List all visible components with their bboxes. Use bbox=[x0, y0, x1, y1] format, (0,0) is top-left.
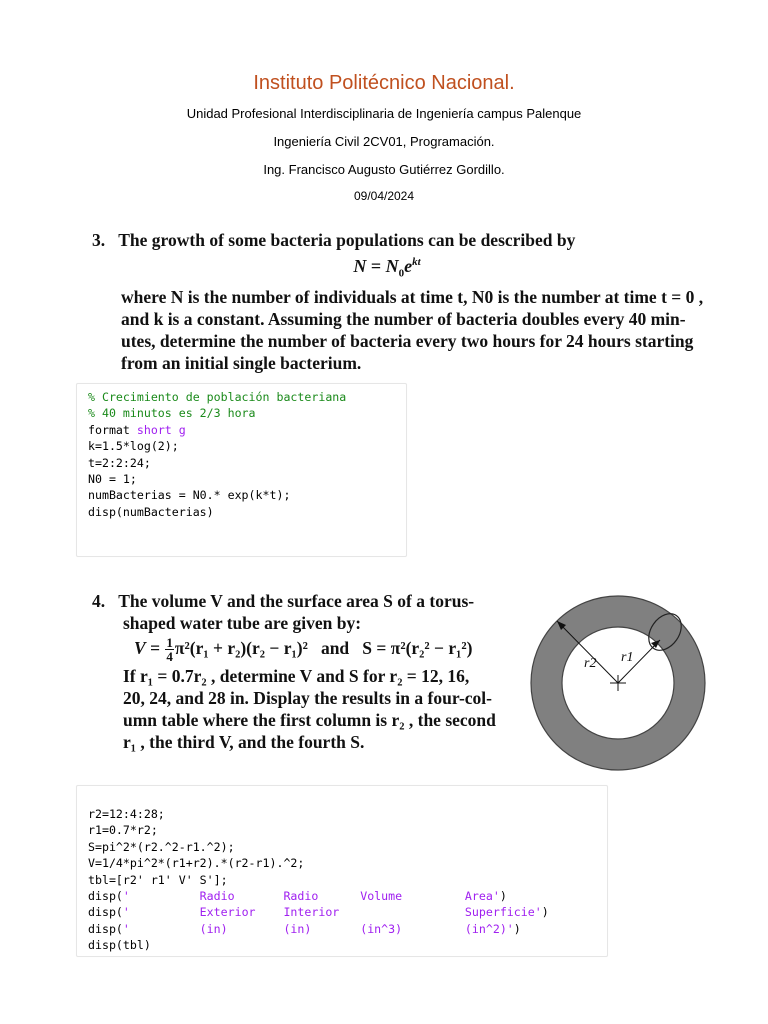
code-string: ' Exterior Interior Superficie' bbox=[122, 905, 542, 920]
problem-4-line-1: The volume V and the surface area S of a torus- bbox=[118, 591, 475, 611]
torus-figure bbox=[528, 593, 708, 773]
code-line: S=pi^2*(r2.^2-r1.^2); bbox=[88, 839, 235, 854]
code-line: V=1/4*pi^2*(r1+r2).*(r2-r1).^2; bbox=[88, 856, 305, 871]
teacher-name: Ing. Francisco Augusto Gutiérrez Gordillo. bbox=[263, 162, 505, 177]
code-line: N0 = 1; bbox=[88, 471, 137, 486]
problem-4-line-4: If r₁ = 0.7r₂ , determine V and S for r₂ = 12, 16, bbox=[123, 666, 470, 686]
code-comment: % 40 minutos es 2/3 hora bbox=[88, 406, 256, 421]
code-line: disp(numBacterias) bbox=[88, 504, 214, 519]
growth-equation: $N = N_0e^{kt}$ bbox=[353, 256, 421, 280]
code-line: tbl=[r2' r1' V' S']; bbox=[88, 872, 228, 887]
problem-4-line-5: 20, 24, and 28 in. Display the results in a four-col- bbox=[123, 688, 492, 708]
problem-4-line-2: shaped water tube are given by: bbox=[123, 613, 362, 633]
code-text: disp( bbox=[88, 905, 123, 920]
code-text: disp( bbox=[88, 921, 123, 936]
problem-3-line-1: The growth of some bacteria populations can be described by bbox=[118, 230, 576, 250]
code-line: k=1.5*log(2); bbox=[88, 439, 179, 454]
fraction-numerator: 1 bbox=[166, 635, 173, 650]
code-text: ) bbox=[499, 888, 507, 903]
code-text: ) bbox=[541, 905, 549, 920]
code-string: ' (in) (in) (in^3) (in^2)' bbox=[122, 921, 514, 936]
code-line: r1=0.7*r2; bbox=[88, 823, 158, 838]
course-name: Ingeniería Civil 2CV01, Programación. bbox=[273, 134, 495, 149]
code-line: t=2:2:24; bbox=[88, 455, 151, 470]
code-block-bacteria bbox=[76, 383, 407, 557]
code-comment: % Crecimiento de población bacteriana bbox=[88, 390, 347, 404]
problem-3-line-3: and k is a constant. Assuming the number of bacteria doubles every 40 min- bbox=[121, 308, 686, 329]
institution-unit: Unidad Profesional Interdisciplinaria de Ingeniería campus Palenque bbox=[186, 106, 582, 121]
document-date: 09/04/2024 bbox=[353, 189, 415, 203]
fraction bbox=[165, 636, 174, 663]
code-line: r2=12:4:28; bbox=[88, 807, 165, 821]
torus-equations: V = $\frac{1}{4}$ π²(r₁ + r₂)(r₂ − r₁)² and S = π²(r₂² − r₁²) bbox=[134, 635, 473, 664]
problem-4-line-6: umn table where the first column is r₂ , the second bbox=[123, 710, 496, 730]
code-text: format bbox=[88, 422, 137, 437]
fraction-denominator: 4 bbox=[166, 649, 173, 664]
code-line: disp(tbl) bbox=[88, 938, 151, 953]
equation-and: and bbox=[320, 637, 350, 658]
code-line bbox=[88, 904, 607, 920]
problem-4-line-7: r₁ , the third V, and the fourth S. bbox=[123, 732, 365, 752]
problem-4-number: 4. bbox=[92, 591, 106, 611]
code-keyword: short g bbox=[136, 422, 186, 437]
code-text: ) bbox=[513, 921, 521, 936]
problem-4 bbox=[92, 590, 512, 753]
code-text: disp( bbox=[88, 888, 123, 903]
problem-3-number: 3. bbox=[92, 230, 106, 250]
problem-3-line-5: from an initial single bacterium. bbox=[121, 352, 362, 373]
volume-formula: π²(r₁ + r₂)(r₂ − r₁)² bbox=[174, 637, 308, 658]
problem-3-line-4: utes, determine the number of bacteria every two hours for 24 hours starting bbox=[121, 330, 694, 351]
code-line: numBacterias = N0.* exp(k*t); bbox=[88, 488, 291, 503]
problem-3-line-2: where N is the number of individuals at time t, N0 is the number at time t = 0 , bbox=[121, 286, 704, 307]
problem-3 bbox=[92, 229, 704, 374]
code-line bbox=[88, 921, 607, 937]
label-r2: r2 bbox=[584, 656, 597, 671]
code-line bbox=[88, 888, 607, 904]
code-string: ' Radio Radio Volume Area' bbox=[122, 888, 500, 903]
label-r1: r1 bbox=[621, 650, 634, 665]
document-title: Instituto Politécnico Nacional. bbox=[253, 72, 515, 94]
surface-formula: S = π²(r₂² − r₁²) bbox=[362, 637, 473, 658]
code-block-torus bbox=[76, 785, 608, 957]
code-line bbox=[88, 422, 406, 438]
